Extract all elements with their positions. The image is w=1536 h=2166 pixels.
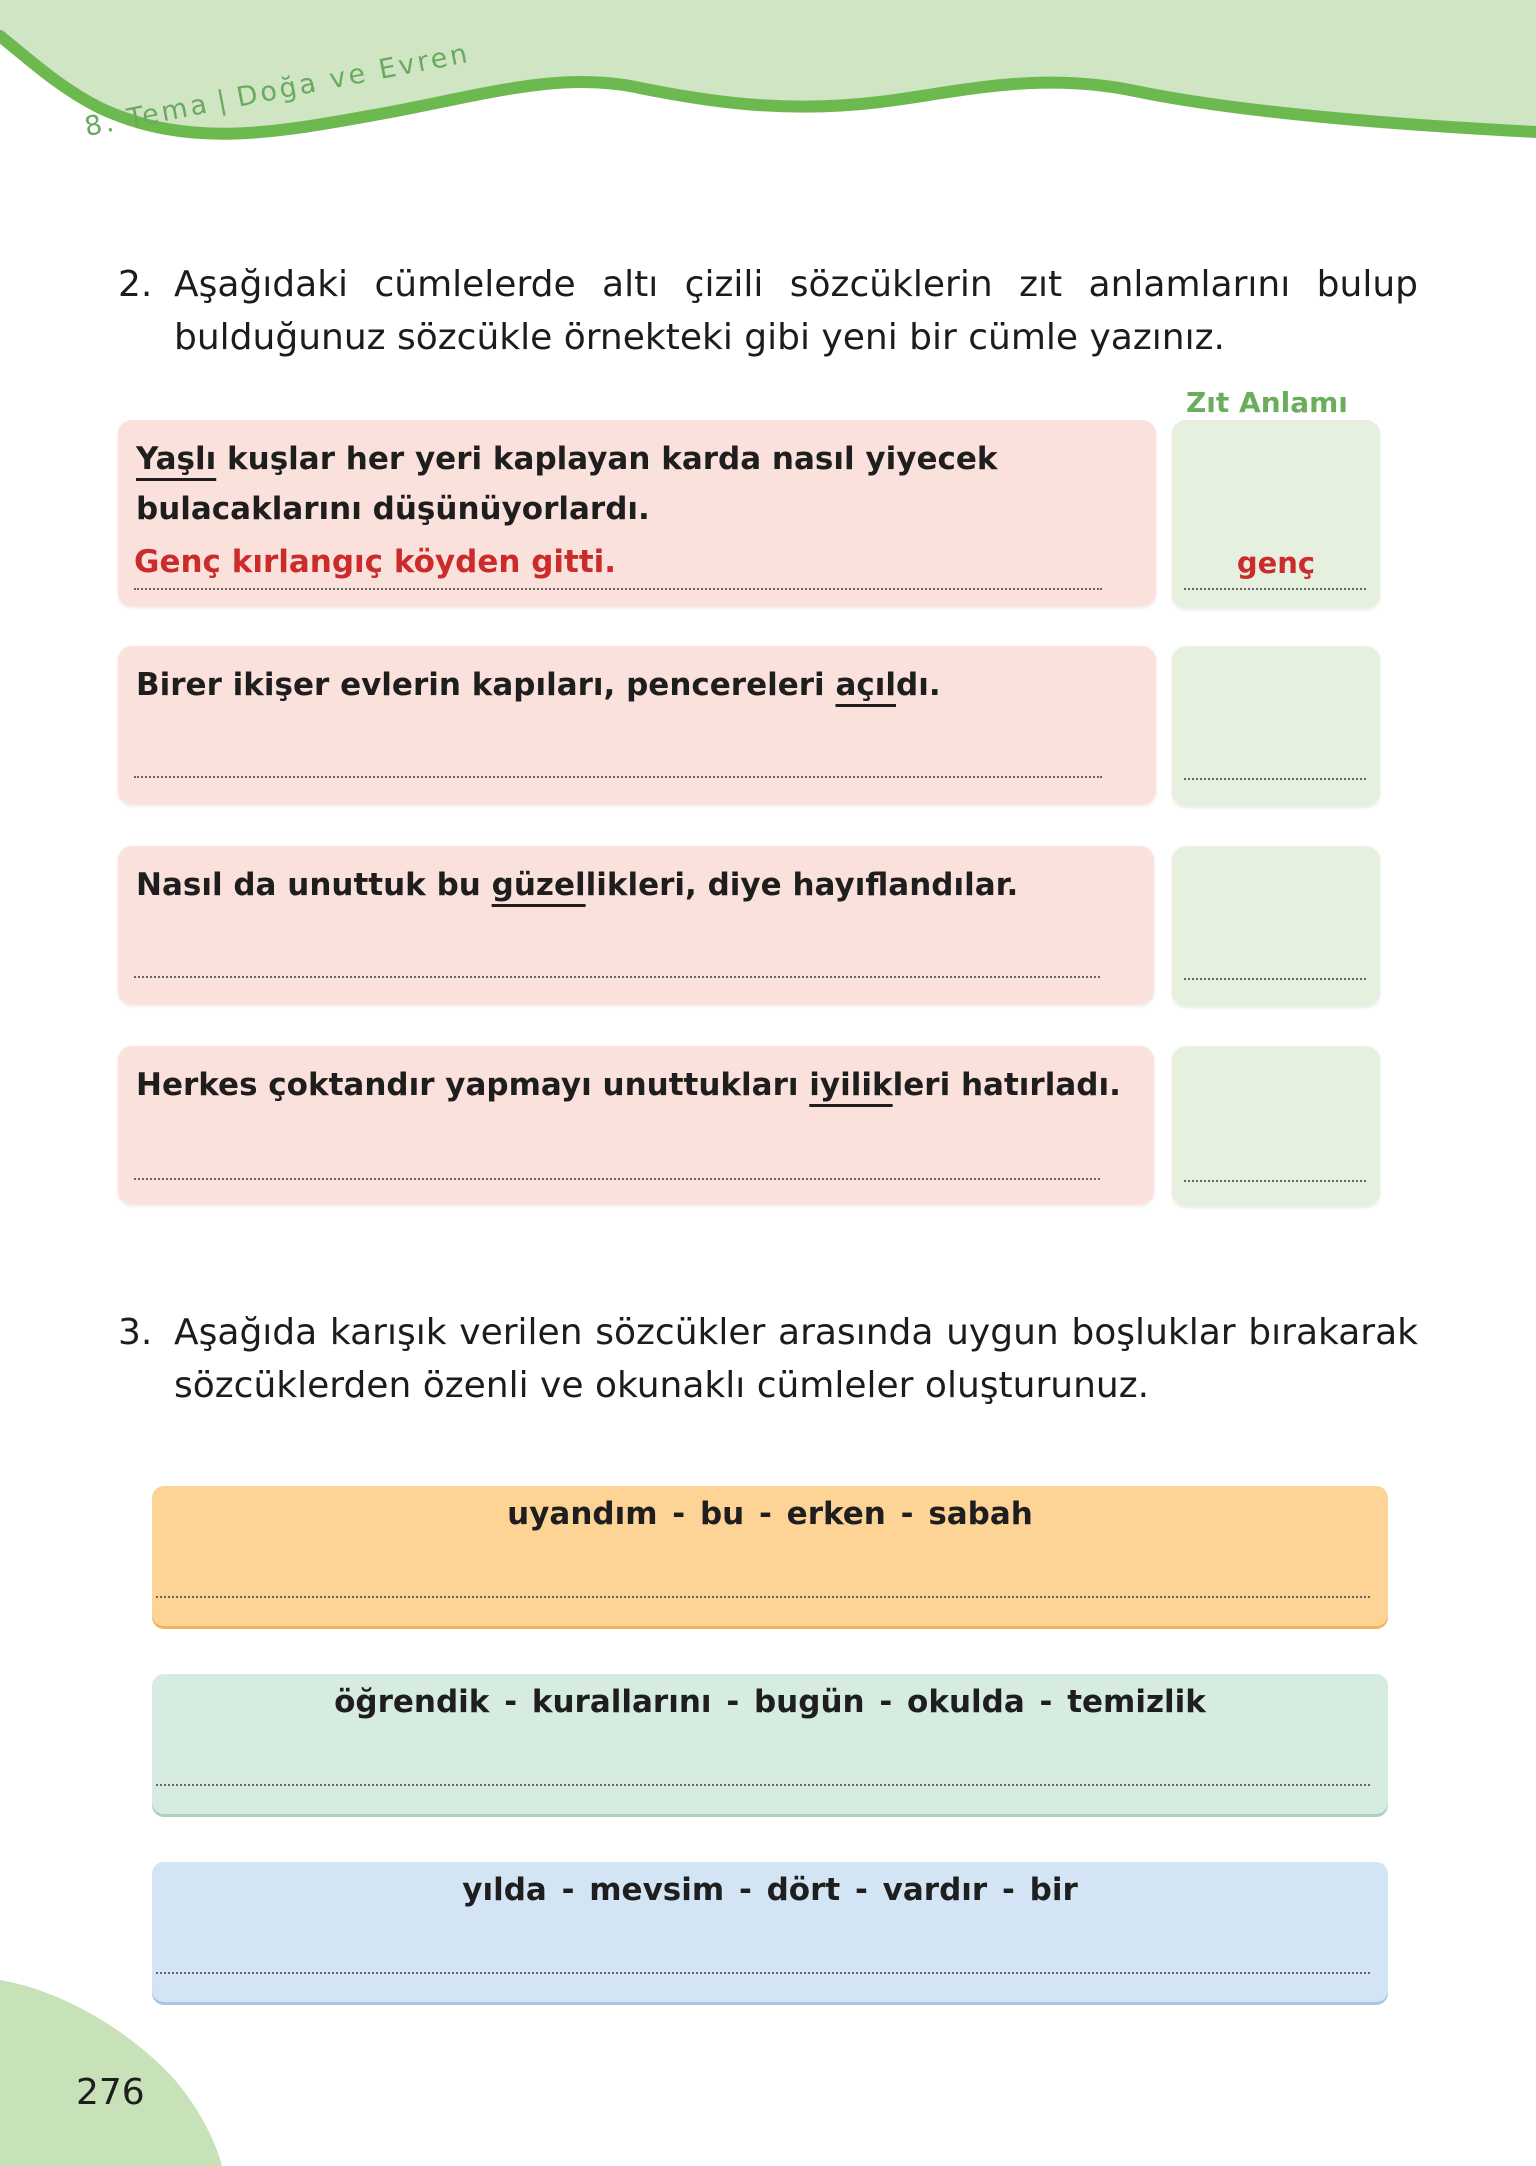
sentence-start: Birer ikişer evlerin kapıları, pencereleri	[136, 667, 836, 703]
sentence-rest: dı.	[896, 667, 941, 703]
word-box-3	[152, 1862, 1388, 2002]
antonym-box-2	[1172, 646, 1380, 806]
sentence-start: Nasıl da unuttuk bu	[136, 867, 492, 903]
question-2	[118, 258, 1418, 364]
question-text: Aşağıdaki cümlelerde altı çizili sözcüklerin zıt anlamlarını bulup bulduğunuz sözcükle örnekteki gibi yeni bir cümle yazınız.	[174, 264, 1418, 358]
sentence-text	[136, 434, 1132, 534]
sentence-text	[136, 860, 1130, 910]
antonym-box-4	[1172, 1046, 1380, 1206]
antonym-writing-line[interactable]	[1184, 1180, 1366, 1182]
writing-line[interactable]	[134, 976, 1100, 978]
sentence-text	[136, 660, 1132, 710]
sentence-rest: kuşlar her yeri kaplayan karda nasıl yiyecek bulacaklarını düşünüyorlardı.	[136, 441, 998, 527]
sentence-box-3	[118, 846, 1154, 1004]
sentence-rest: likleri, diye hayıflandılar.	[585, 867, 1019, 903]
theme-name: Doğa ve Evren	[234, 37, 473, 114]
writing-line[interactable]	[134, 1178, 1100, 1180]
theme-separator: |	[214, 84, 233, 118]
scrambled-words: öğrendik - kurallarını - bugün - okulda - temizlik	[334, 1684, 1206, 1720]
antonym-answer: genç	[1236, 546, 1316, 580]
antonym-writing-line[interactable]	[1184, 778, 1366, 780]
antonym-box-3	[1172, 846, 1380, 1006]
sentence-box-1	[118, 420, 1156, 606]
corner-leaf-decoration	[0, 1960, 260, 2166]
antonym-writing-line[interactable]	[1184, 588, 1366, 590]
antonym-box-1	[1172, 420, 1380, 608]
sentence-rest: leri hatırladı.	[892, 1067, 1121, 1103]
underlined-word: Yaşlı	[136, 441, 217, 477]
question-3	[118, 1306, 1418, 1412]
antonym-writing-line[interactable]	[1184, 978, 1366, 980]
sample-sentence: Genç kırlangıç köyden gitti.	[134, 544, 617, 580]
sentence-start: Herkes çoktandır yapmayı unuttukları	[136, 1067, 810, 1103]
page-number: 276	[76, 2072, 145, 2113]
antonym-column-header: Zıt Anlamı	[1186, 386, 1348, 419]
writing-line[interactable]	[156, 1784, 1370, 1786]
sentence-text	[136, 1060, 1130, 1110]
writing-line[interactable]	[156, 1596, 1370, 1598]
underlined-word: iyilik	[809, 1067, 893, 1103]
word-box-1	[152, 1486, 1388, 1626]
writing-line[interactable]	[134, 588, 1102, 590]
word-box-2	[152, 1674, 1388, 1814]
question-text: Aşağıda karışık verilen sözcükler arasında uygun boşluklar bırakarak sözcüklerden özenli ve okunaklı cümleler oluşturunuz.	[174, 1312, 1418, 1406]
sentence-box-2	[118, 646, 1156, 804]
scrambled-words: uyandım - bu - erken - sabah	[507, 1496, 1033, 1532]
question-number: 2.	[118, 264, 153, 305]
underlined-word: güzel	[491, 867, 586, 903]
question-number: 3.	[118, 1312, 153, 1353]
theme-number: 8. Tema	[82, 88, 213, 143]
scrambled-words: yılda - mevsim - dört - vardır - bir	[462, 1872, 1078, 1908]
underlined-word: açıl	[835, 667, 897, 703]
writing-line[interactable]	[156, 1972, 1370, 1974]
sentence-box-4	[118, 1046, 1154, 1204]
writing-line[interactable]	[134, 776, 1102, 778]
